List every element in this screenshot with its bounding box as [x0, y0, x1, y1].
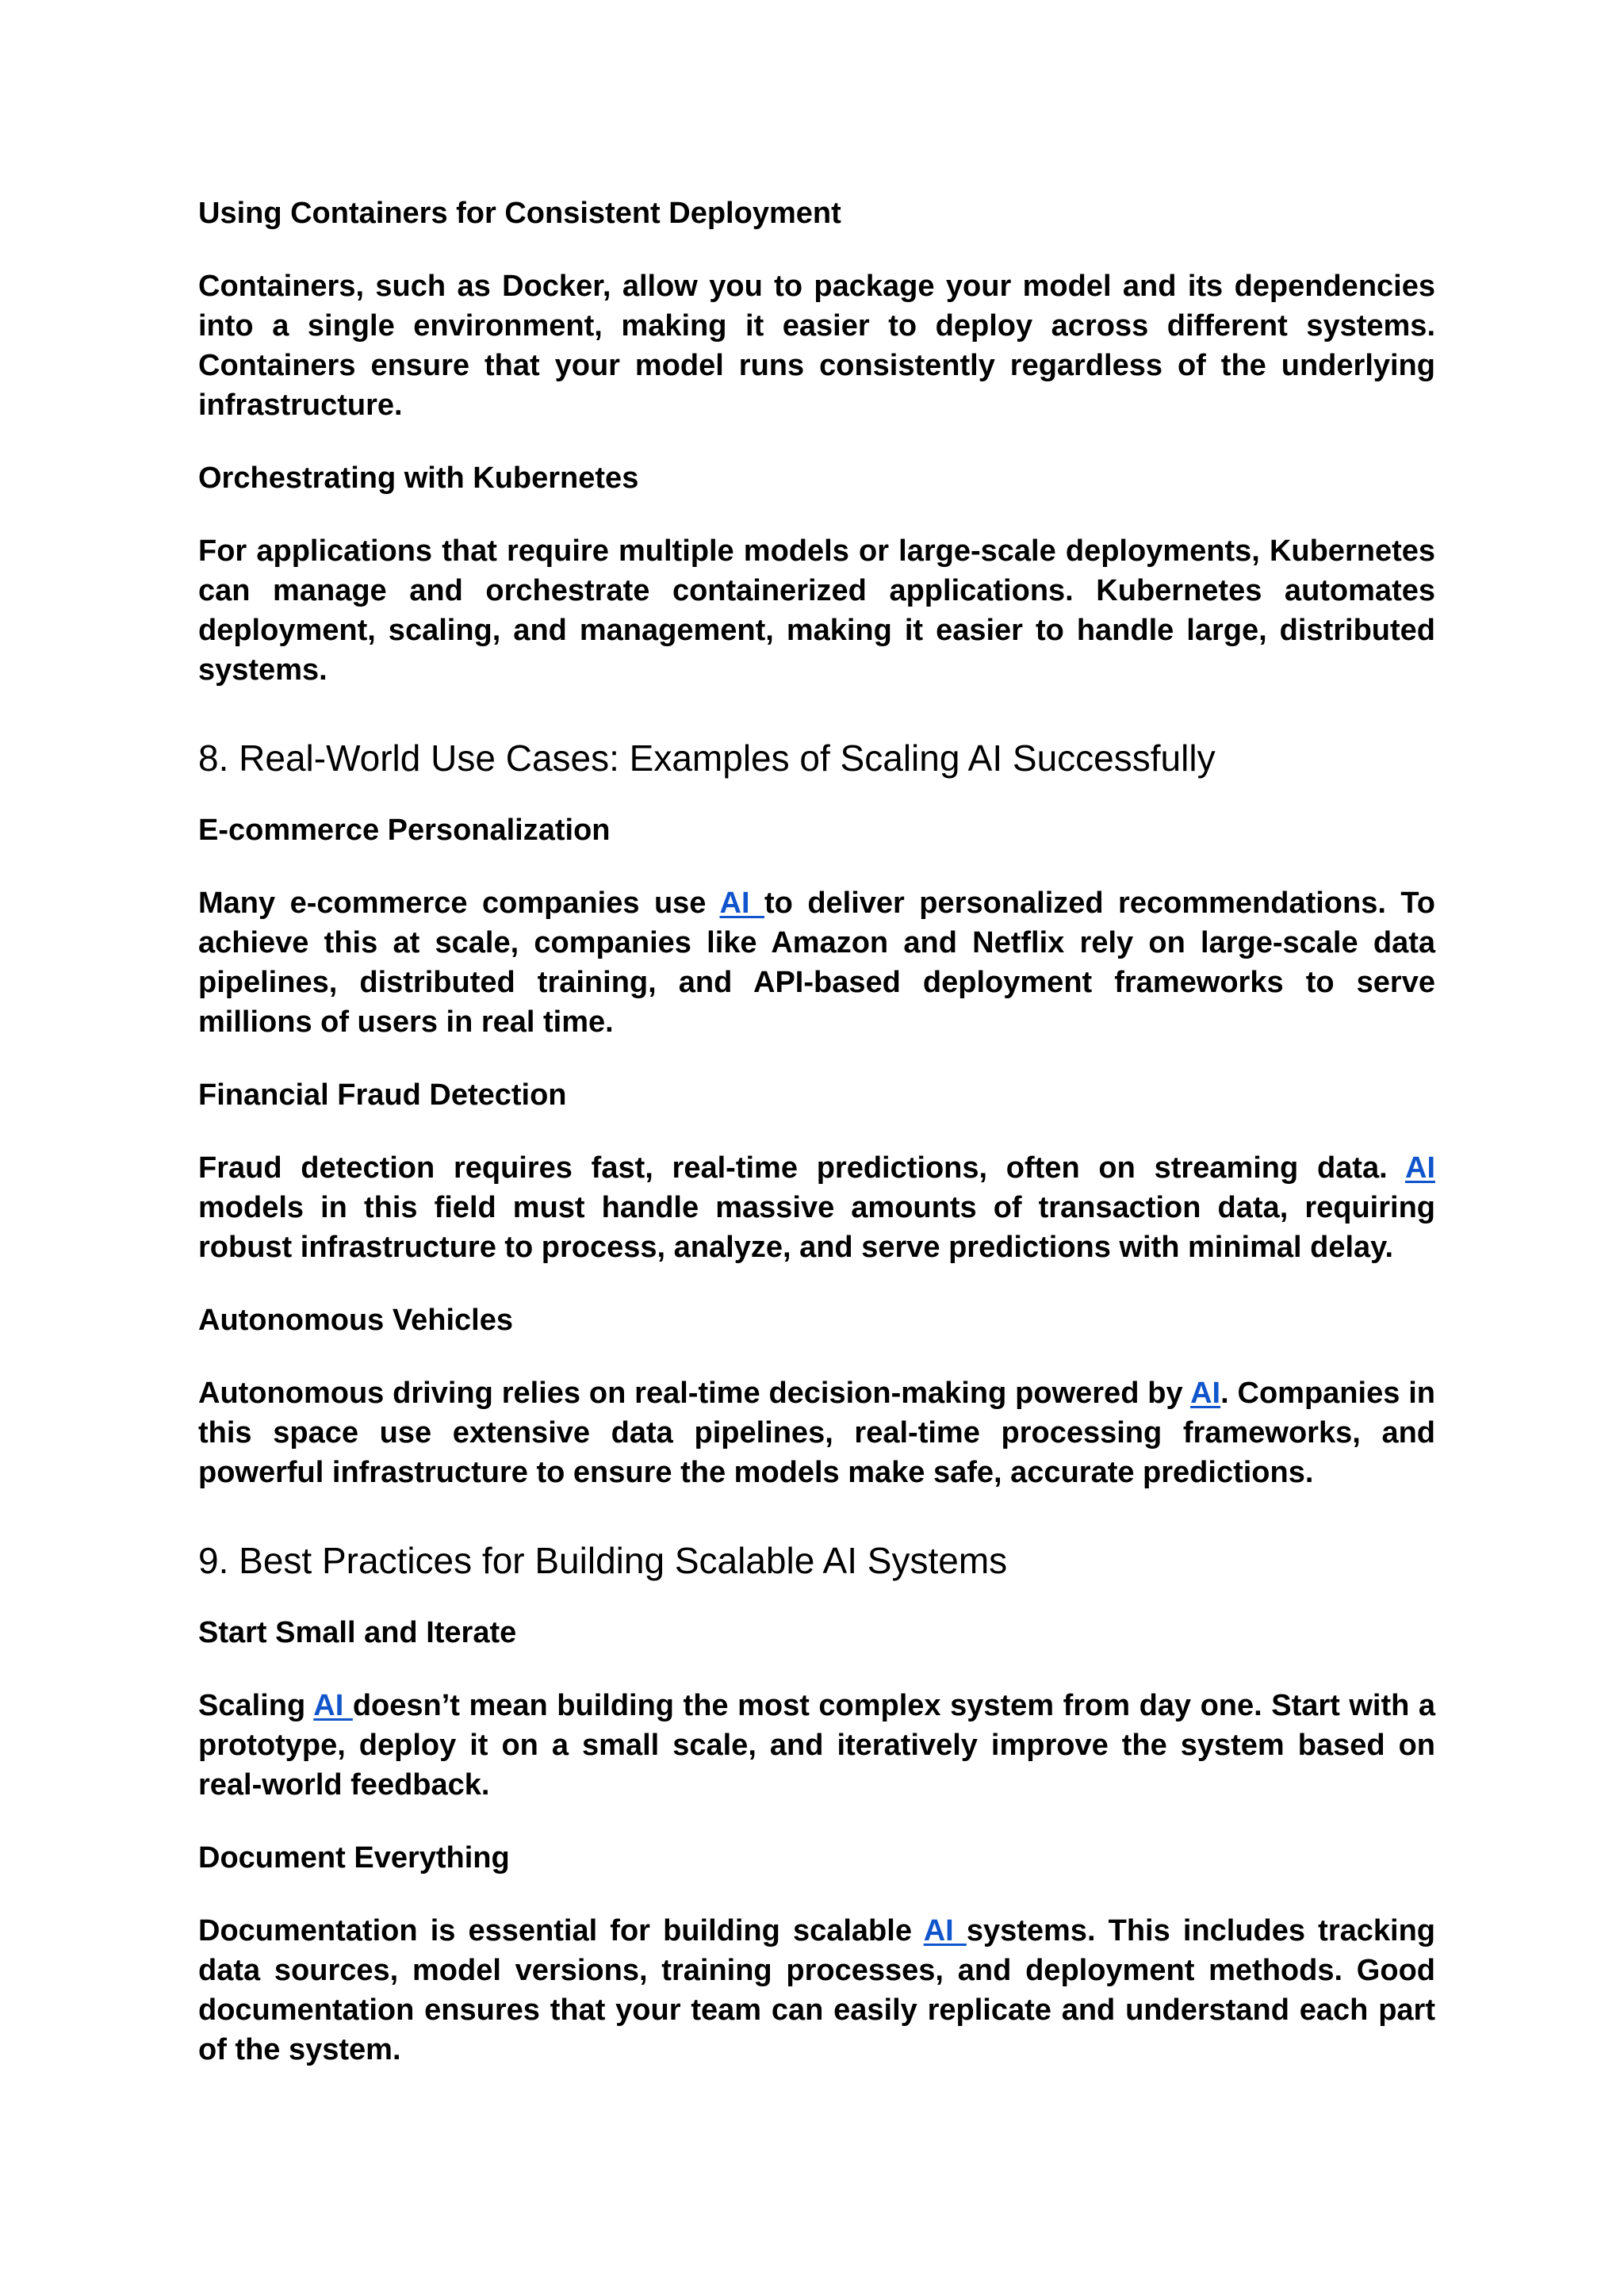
fraud-text-after: models in this field must handle massive amounts of transaction data, requiring robust infrastructure to process, analyze, and serve predictions with minimal delay.: [198, 1191, 1435, 1264]
document-heading: Document Everything: [198, 1841, 510, 1875]
containers-paragraph: Containers, such as Docker, allow you to package your model and its dependencies into a single environment, making it easier to deploy across different systems. Containers ensure that your model runs consistently regardless of the underlying infrastructure.: [198, 270, 1435, 422]
autonomous-heading: Autonomous Vehicles: [198, 1304, 513, 1337]
section-9-title: 9. Best Practices for Building Scalable AI Systems: [198, 1540, 1008, 1581]
start-small-paragraph: [198, 1686, 1435, 1805]
start-small-heading: Start Small and Iterate: [198, 1616, 517, 1649]
fraud-heading: Financial Fraud Detection: [198, 1078, 567, 1112]
start-small-ai-link[interactable]: AI: [313, 1689, 353, 1722]
document-text-after: systems. This includes tracking data sources, model versions, training processes, and deployment methods. Good documentation ensures that your team can easily replicate and understand each part of the system.: [198, 1914, 1435, 2066]
autonomous-text-after: . Companies in this space use extensive data pipelines, real-time processing frameworks, and powerful infrastructure to ensure the models make safe, accurate predictions.: [198, 1377, 1435, 1489]
ecommerce-text-before: Many e-commerce companies use: [198, 887, 720, 920]
document-paragraph: [198, 1911, 1435, 2070]
autonomous-ai-link[interactable]: AI: [1190, 1377, 1221, 1410]
ecommerce-paragraph: [198, 883, 1435, 1042]
autonomous-paragraph: [198, 1373, 1435, 1492]
fraud-ai-link[interactable]: AI: [1405, 1151, 1435, 1185]
start-small-text-before: Scaling: [198, 1689, 314, 1722]
ecommerce-heading: E-commerce Personalization: [198, 814, 611, 847]
start-small-text-after: doesn’t mean building the most complex system from day one. Start with a prototype, deploy it on a small scale, and iteratively improve the system based on real-world feedback.: [198, 1689, 1435, 1802]
section-8-title: 8. Real-World Use Cases: Examples of Scaling AI Successfully: [198, 737, 1216, 779]
ecommerce-text-after: to deliver personalized recommendations. To achieve this at scale, companies like Amazon and Netflix rely on large-scale data pipelines, distributed training, and API-based deployment frameworks to serve millions of users in real time.: [198, 887, 1435, 1039]
containers-heading: Using Containers for Consistent Deployment: [198, 197, 841, 230]
autonomous-text-before: Autonomous driving relies on real-time decision-making powered by: [198, 1377, 1191, 1410]
fraud-paragraph: [198, 1148, 1435, 1267]
kubernetes-heading: Orchestrating with Kubernetes: [198, 461, 639, 495]
document-page: [198, 193, 1435, 2103]
ecommerce-ai-link[interactable]: AI: [719, 887, 764, 920]
document-ai-link[interactable]: AI: [923, 1914, 967, 1947]
kubernetes-paragraph: For applications that require multiple models or large-scale deployments, Kubernetes can manage and orchestrate containerized applications. Kubernetes automates deployment, scaling, and management, making it easier to handle large, distributed systems.: [198, 534, 1435, 687]
document-text-before: Documentation is essential for building scalable: [198, 1914, 924, 1947]
fraud-text-before: Fraud detection requires fast, real-time predictions, often on streaming data.: [198, 1151, 1405, 1185]
